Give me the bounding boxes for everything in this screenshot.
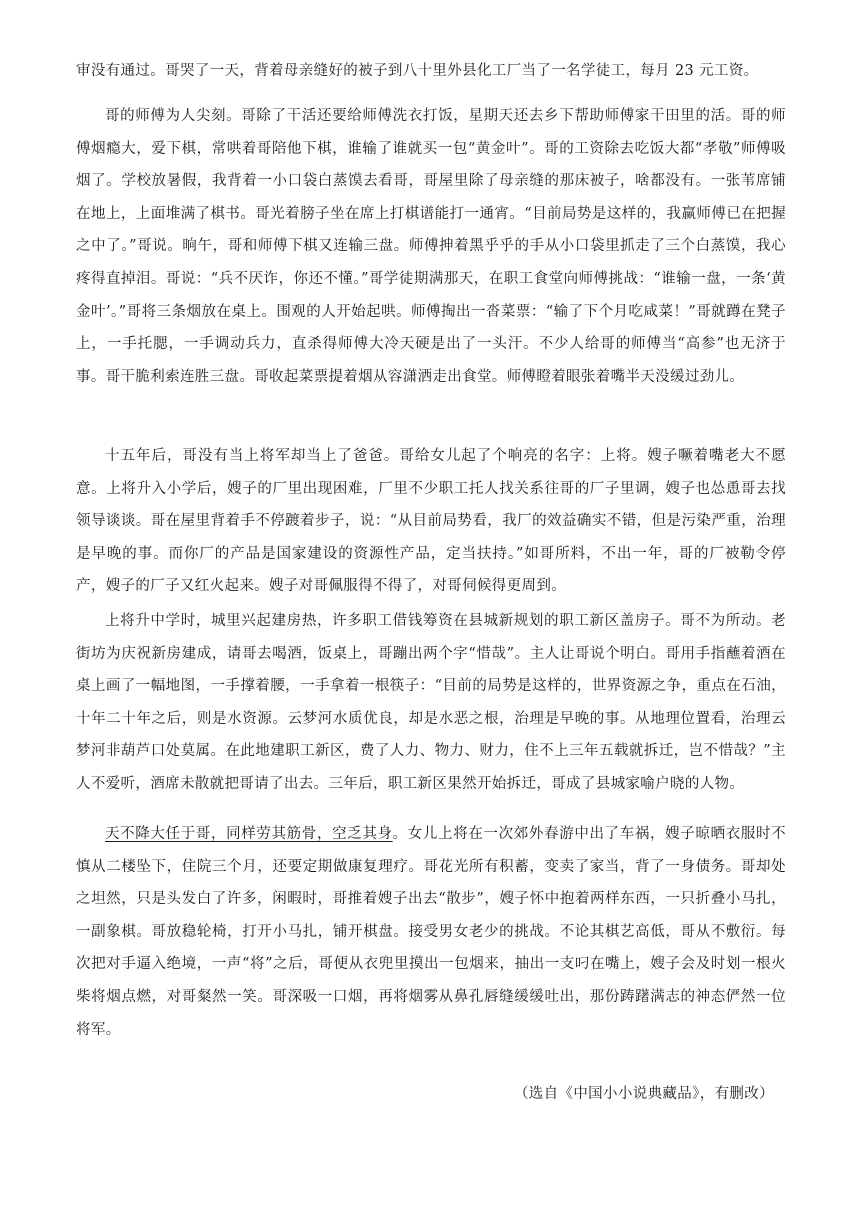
paragraph-5: [76, 818, 786, 1046]
paragraph-3: 十五年后，哥没有当上将军却当上了爸爸。哥给女儿起了个响亮的名字：上将。嫂子噘着嘴老大不愿意。上将升入小学后，嫂子的厂里出现困难，厂里不少职工托人找关系往哥的厂子里调，嫂子也怂恿哥去找领导谈谈。哥在屋里背着手不停踱着步子，说：“从目前局势看，我厂的效益确实不错，但是污染严重，治理是早晚的事。而你厂的产品是国家建设的资源性产品，定当扶持。”如哥所料，不出一年，哥的厂被勒令停产，嫂子的厂子又红火起来。嫂子对哥佩服得不得了，对哥伺候得更周到。: [76, 448, 786, 595]
underlined-sentence: 天不降大任于哥，同样劳其筋骨，空乏其身: [105, 826, 393, 842]
paragraph-2: 哥的师傅为人尖刻。哥除了干活还要给师傅洗衣打饭，星期天还去乡下帮助师傅家干田里的活。哥的师傅烟瘾大，爱下棋，常哄着哥陪他下棋，谁输了谁就买一包“黄金叶”。哥的工资除去吃饭大都“孝敬”师傅吸烟了。学校放暑假，我背着一小口袋白蒸馍去看哥，哥屋里除了母亲缝的那床被子，啥都没有。一张苇席铺在地上，上面堆满了棋书。哥光着膀子坐在席上打棋谱能打一通宵。“目前局势是这样的，我赢师傅已在把握之中了。”哥说。晌午，哥和师傅下棋又连输三盘。师傅抻着黑乎乎的手从小口袋里抓走了三个白蒸馍，我心疼得直掉泪。哥说：“兵不厌诈，你还不懂。”哥学徒期满那天，在职工食堂向师傅挑战：“谁输一盘，一条‘黄金叶’。”哥将三条烟放在桌上。围观的人开始起哄。师傅掏出一沓菜票：“输了下个月吃咸菜！”哥就蹲在凳子上，一手托腮，一手调动兵力，直杀得师傅大冷天硬是出了一头汗。不少人给哥的师傅当“高参”也无济于事。哥干脆利索连胜三盘。哥收起菜票提着烟从容潇洒走出食堂。师傅瞪着眼张着嘴半天没缓过劲儿。: [76, 108, 786, 385]
source-citation: （选自《中国小小说典藏品》，有删改）: [513, 1086, 774, 1102]
paragraph-4: 上将升中学时，城里兴起建房热，许多职工借钱筹资在县城新规划的职工新区盖房子。哥不为所动。老街坊为庆祝新房建成，请哥去喝酒，饭桌上，哥蹦出两个字“惜哉”。主人让哥说个明白。哥用手指蘸着酒在桌上画了一幅地图，一手撑着腰，一手拿着一根筷子：“目前的局势是这样的，世界资源之争，重点在石油，十年二十年之后，则是水资源。云梦河水质优良，却是水恶之根，治理是早晚的事。从地理位置看，治理云梦河非葫芦口处莫属。在此地建职工新区，费了人力、物力、财力，住不上三年五载就拆迁，岂不惜哉？”主人不爱听，酒席未散就把哥请了出去。三年后，职工新区果然开始拆迁，哥成了县城家喻户晓的人物。: [76, 613, 786, 792]
paragraph-5-rest: 。女儿上将在一次郊外春游中出了车祸，嫂子晾晒衣服时不慎从二楼坠下，住院三个月，还要定期做康复理疗。哥花光所有积蓄，变卖了家当，背了一身债务。哥却处之坦然，只是头发白了许多，闲暇时，哥推着嫂子出去“散步”，嫂子怀中抱着两样东西，一只折叠小马扎，一副象棋。哥放稳轮椅，打开小马扎，铺开棋盘。接受男女老少的挑战。不论其棋艺高低，哥从不敷衍。每次把对手逼入绝境，一声“将”之后，哥便从衣兜里摸出一包烟来，抽出一支叼在嘴上，嫂子会及时划一根火柴将烟点燃，对哥粲然一笑。哥深吸一口烟，再将烟雾从鼻孔唇缝缓缓吐出，那份踌躇满志的神态俨然一位将军。: [76, 826, 786, 1038]
paragraph-1: 审没有通过。哥哭了一天，背着母亲缝好的被子到八十里外县化工厂当了一名学徒工，每月 23 元工资。: [76, 63, 759, 79]
